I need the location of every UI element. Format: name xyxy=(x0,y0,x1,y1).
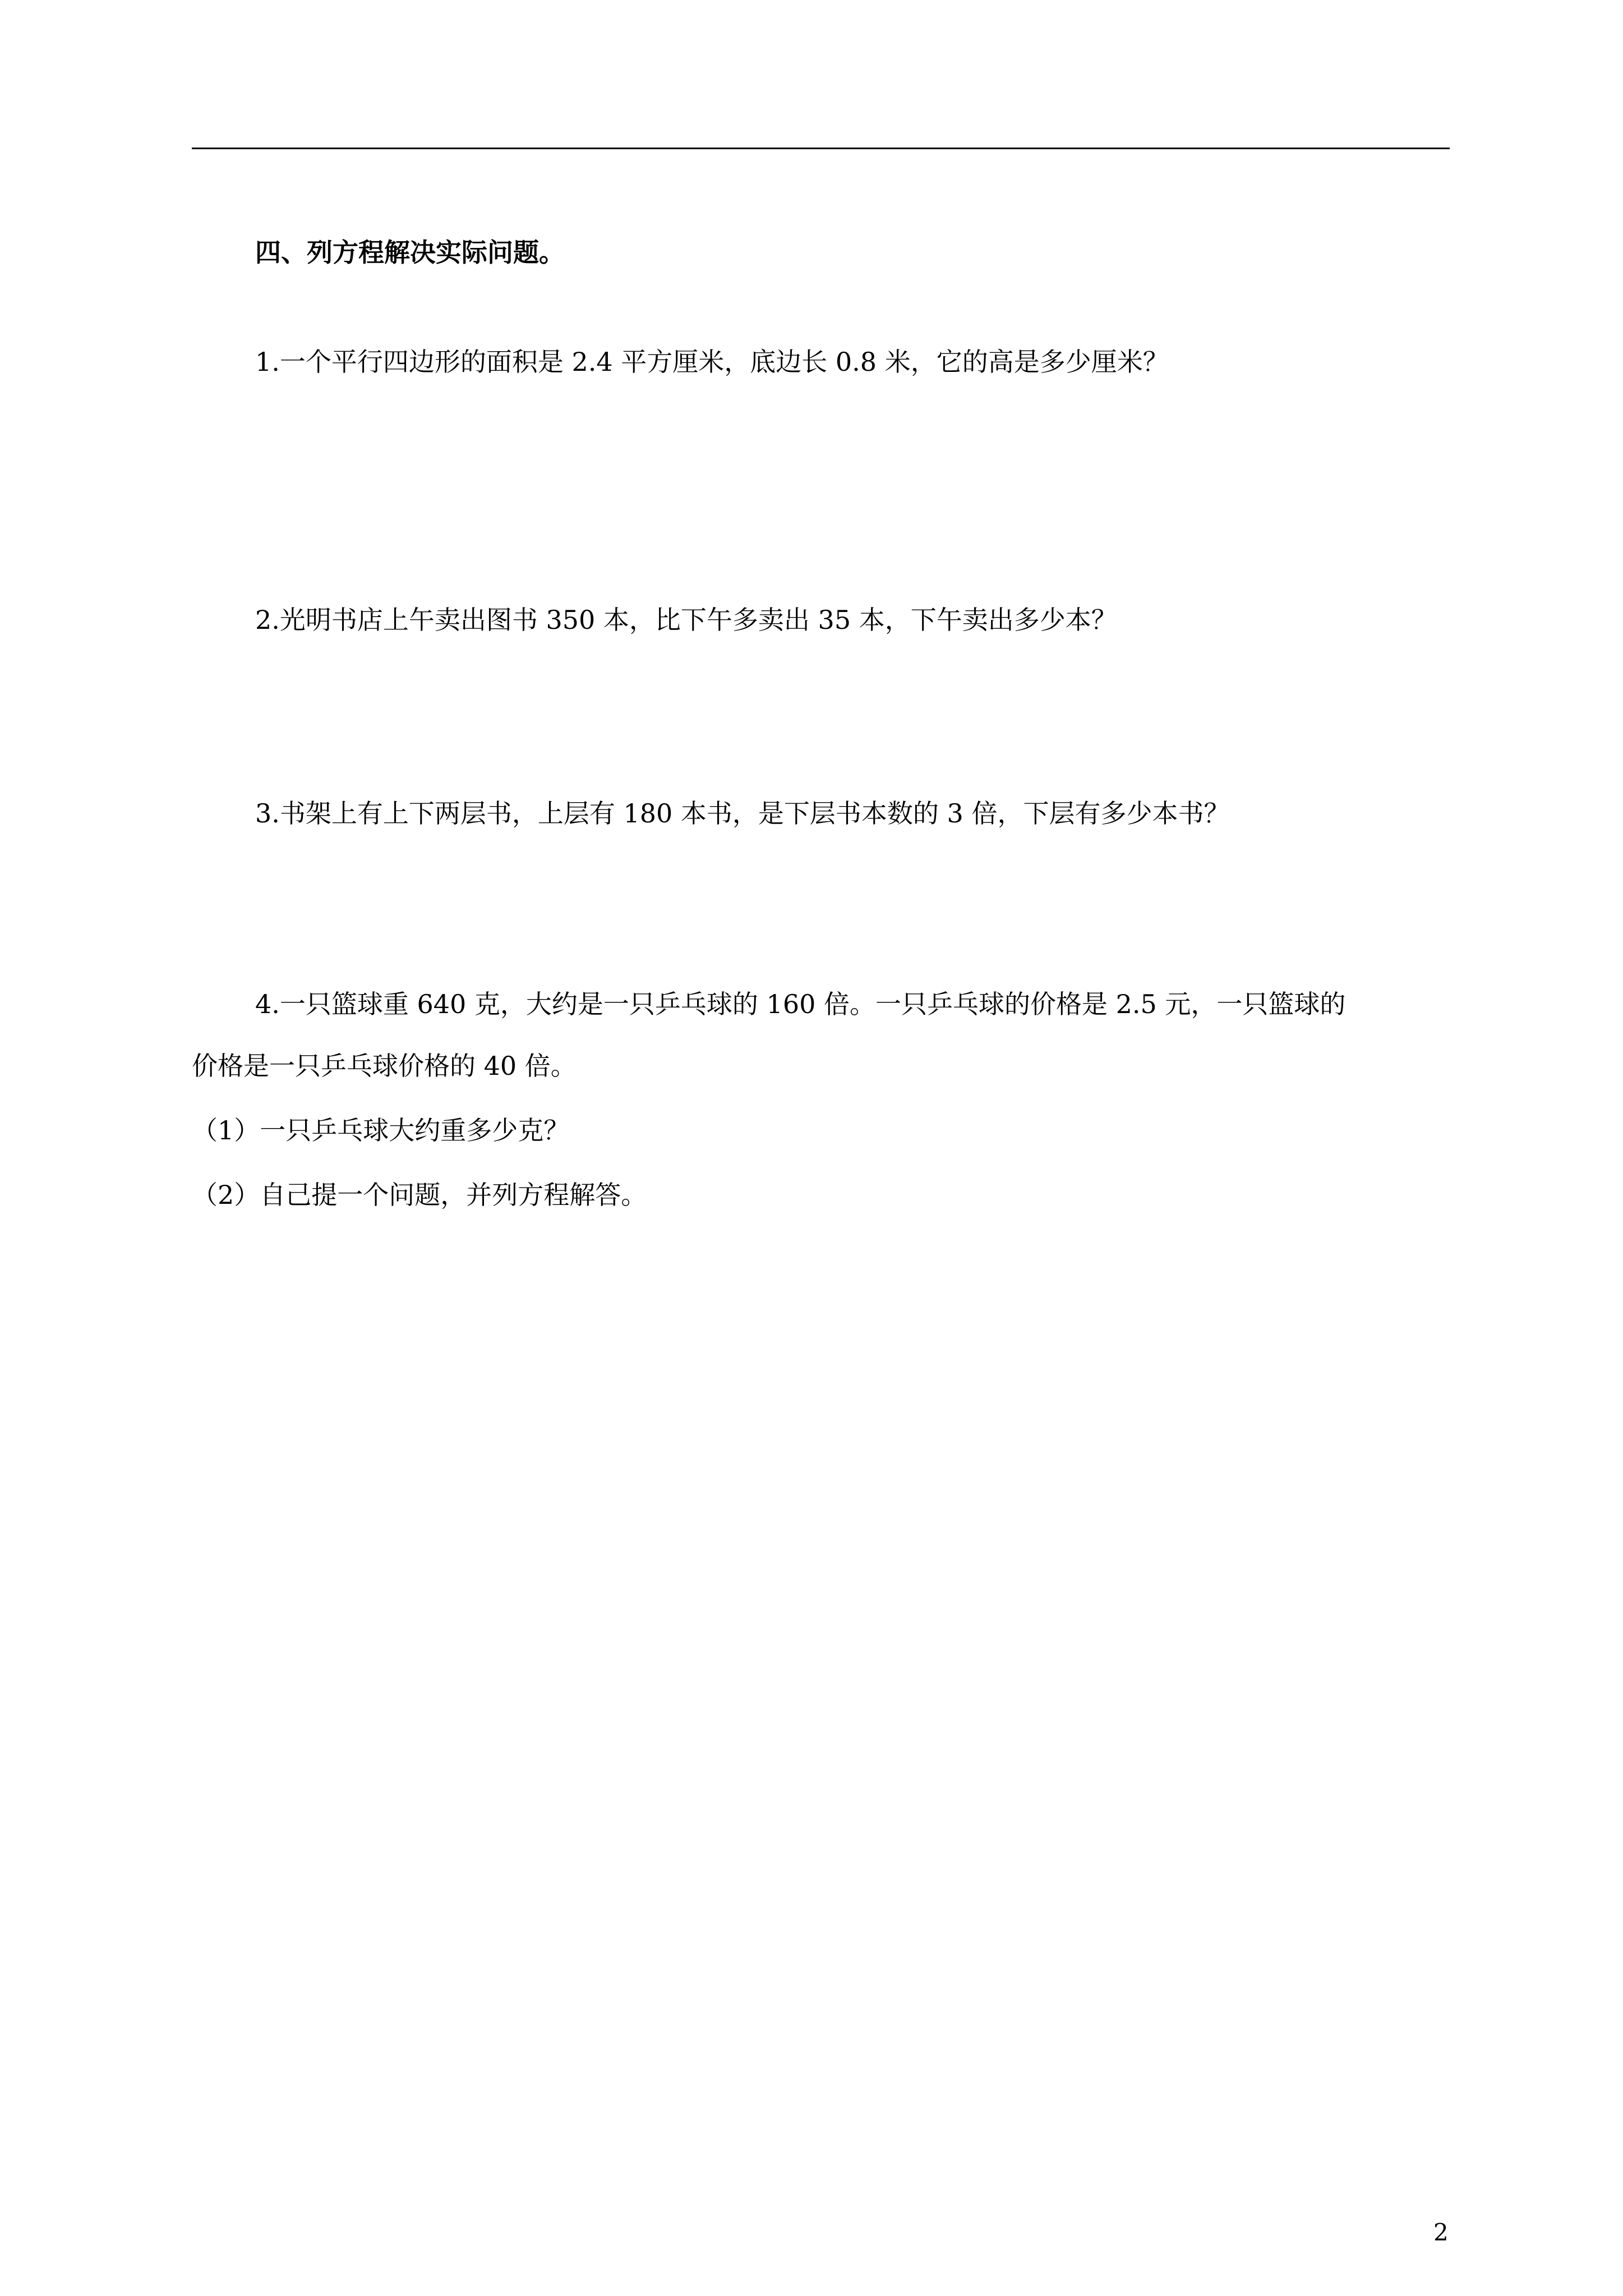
question-1: 1.一个平行四边形的面积是 2.4 平方厘米，底边长 0.8 米，它的高是多少厘米？ xyxy=(255,347,1169,377)
question-4-line-1: 4.一只篮球重 640 克，大约是一只乒乓球的 160 倍。一只乒乓球的价格是 2.5 元，一只篮球的 xyxy=(255,989,1346,1019)
section-title: 四、列方程解决实际问题。 xyxy=(255,237,565,268)
page-number: 2 xyxy=(1433,2219,1449,2246)
header-rule xyxy=(192,148,1450,149)
question-4-line-2: 价格是一只乒乓球价格的 40 倍。 xyxy=(192,1051,577,1081)
question-2: 2.光明书店上午卖出图书 350 本，比下午多卖出 35 本，下午卖出多少本？ xyxy=(255,605,1117,635)
question-3: 3.书架上有上下两层书，上层有 180 本书，是下层书本数的 3 倍，下层有多少本书？ xyxy=(255,798,1230,829)
question-4-sub-2: （2）自己提一个问题，并列方程解答。 xyxy=(192,1180,647,1210)
question-4-sub-1: （1）一只乒乓球大约重多少克？ xyxy=(192,1115,570,1145)
